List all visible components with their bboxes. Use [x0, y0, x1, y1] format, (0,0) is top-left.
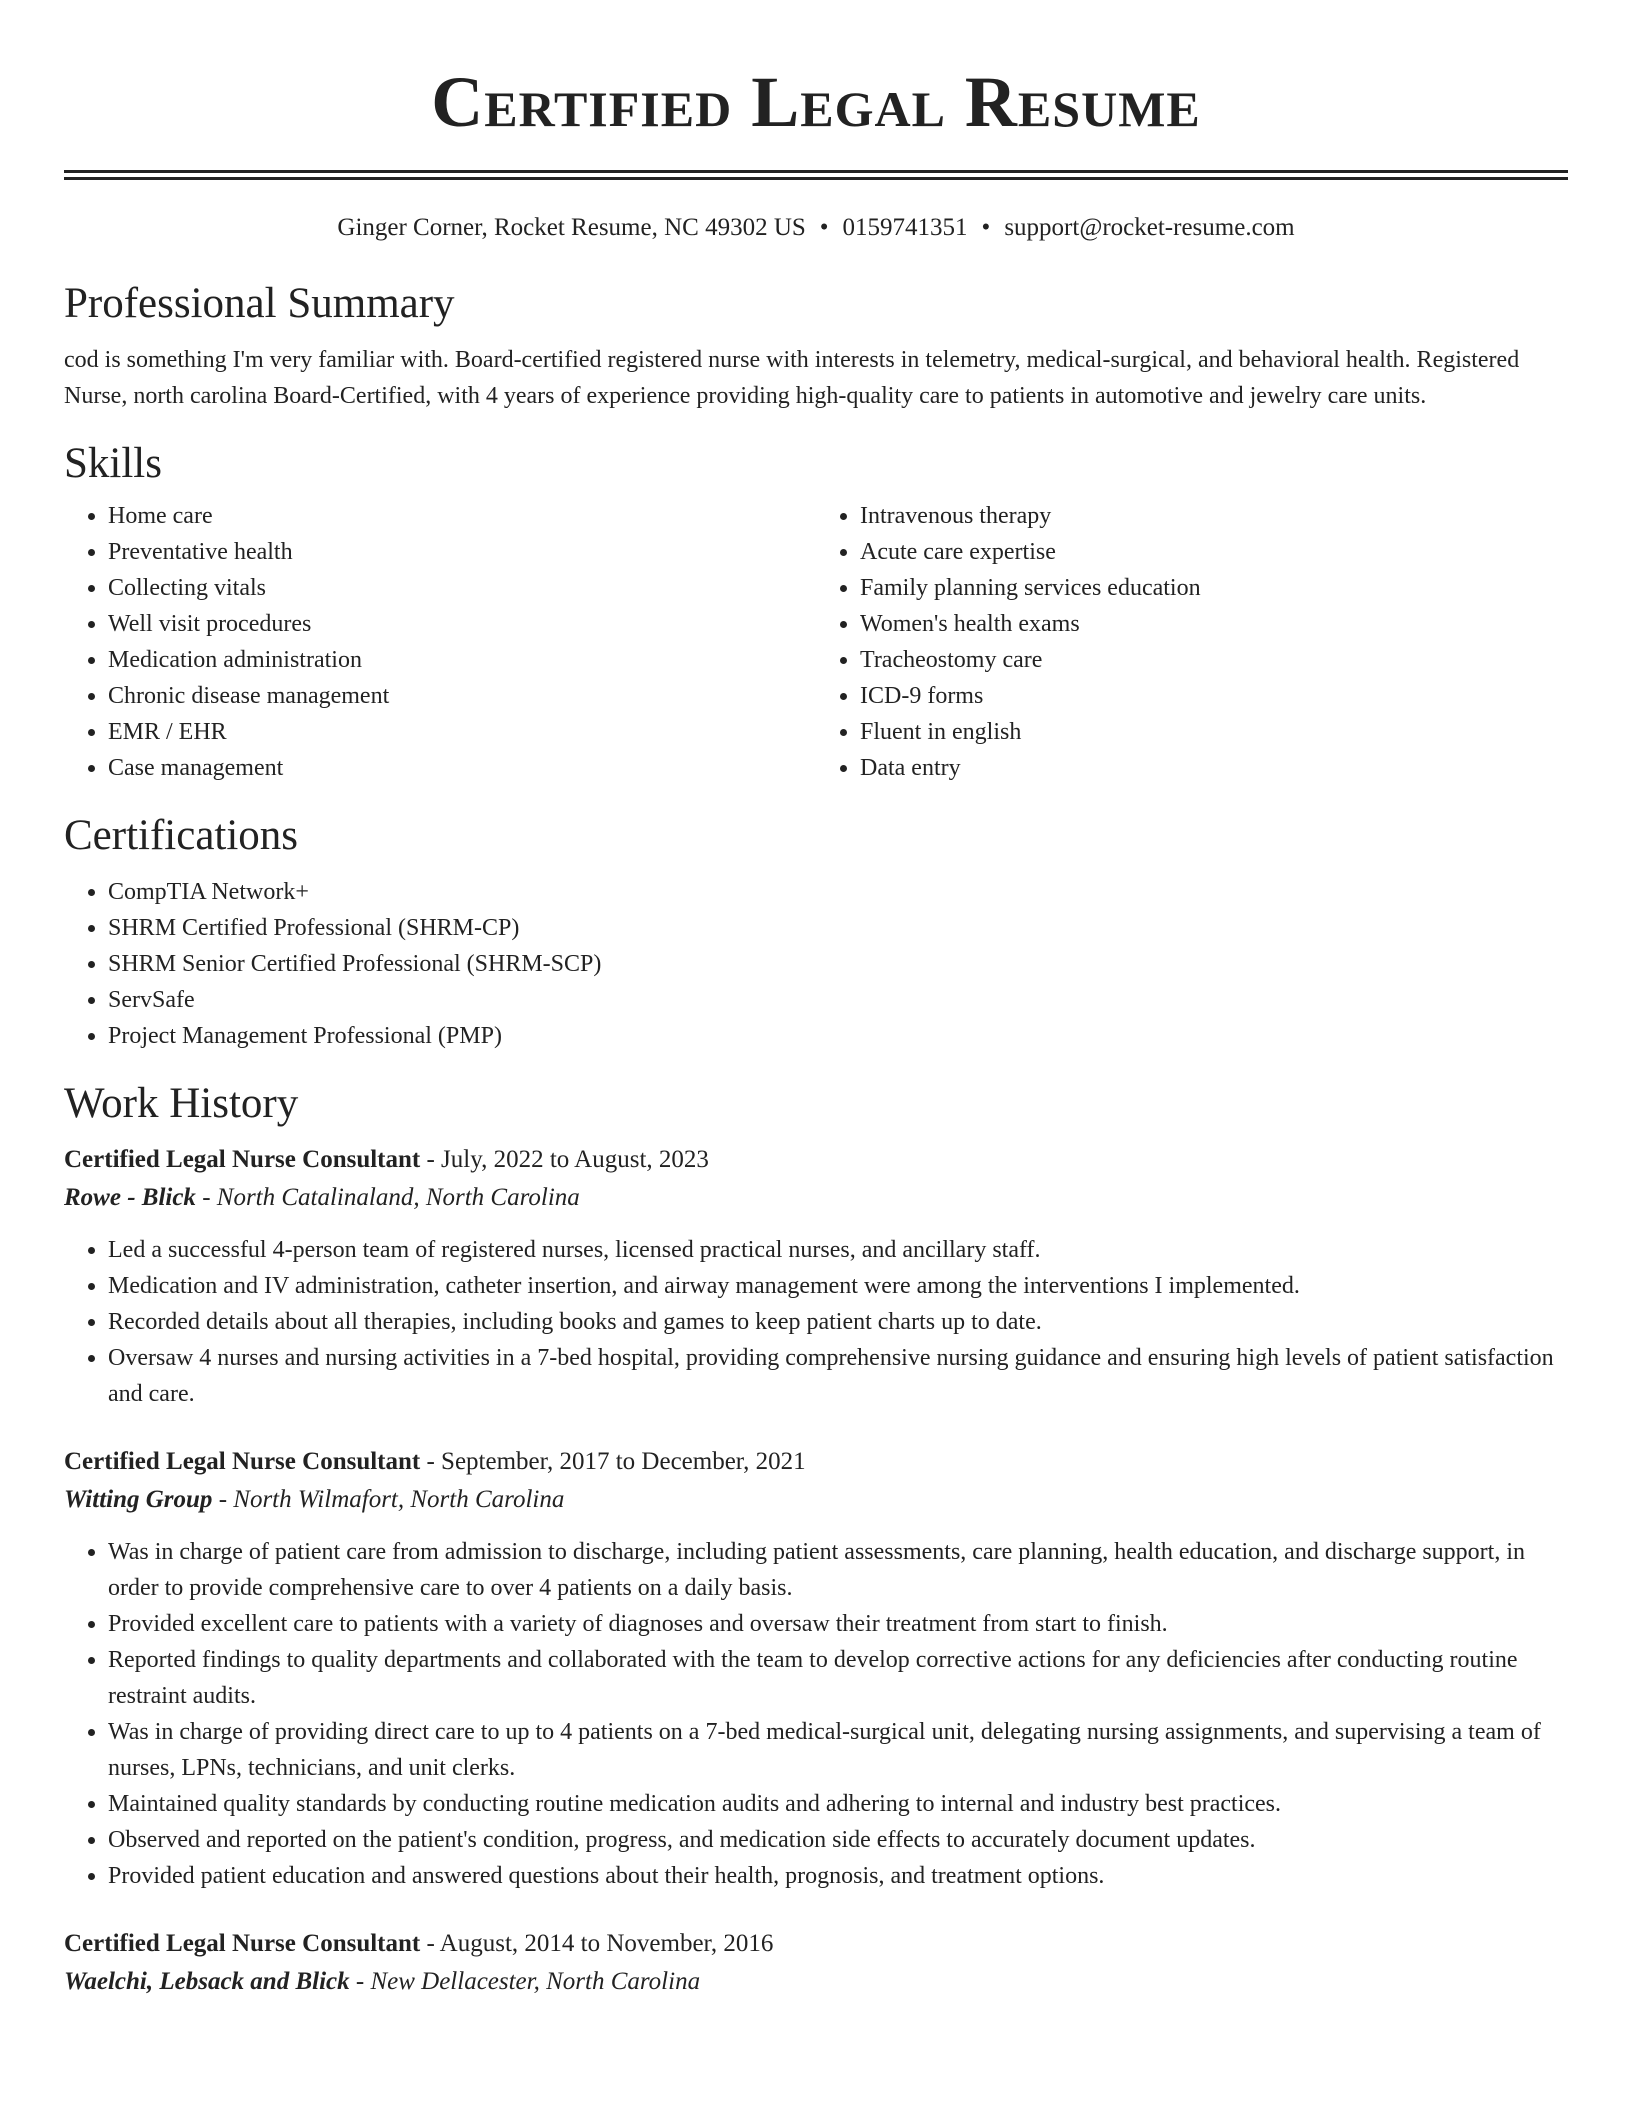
resume-title: Certified Legal Resume — [431, 62, 1201, 142]
job-bullet: • Was in charge of patient care from admission to discharge, including patient assessments, care planning, health education, and discharge support, in order to provide comprehensive care to over 4 patients on a daily basis. — [108, 1534, 1568, 1606]
contact-line — [64, 212, 1568, 244]
job-company-line — [64, 1178, 1568, 1218]
job-entry — [64, 1142, 1568, 1412]
job-bullet: • Recorded details about all therapies, including books and games to keep patient charts up to date. — [108, 1304, 1568, 1340]
skill-item: • Family planning services education — [860, 570, 1568, 606]
job-location: - New Dellacester, North Carolina — [349, 1968, 701, 1995]
job-entry — [64, 1926, 1568, 2002]
skill-item: • Medication administration — [108, 642, 816, 678]
job-title: Certified Legal Nurse Consultant — [64, 1448, 421, 1475]
contact-address: Ginger Corner, Rocket Resume, NC 49302 US — [337, 214, 806, 241]
certification-item: • CompTIA Network+ — [108, 874, 1568, 910]
contact-phone: 0159741351 — [842, 214, 968, 241]
contact-email: support@rocket-resume.com — [1004, 214, 1295, 241]
contact-separator: • — [819, 214, 829, 241]
skill-item: • Fluent in english — [860, 714, 1568, 750]
job-bullet: • Maintained quality standards by conducting routine medication audits and adhering to internal and industry best practices. — [108, 1786, 1568, 1822]
skill-item: • Women's health exams — [860, 606, 1568, 642]
summary-heading: Professional Summary — [64, 280, 455, 327]
skill-item: • Preventative health — [108, 534, 816, 570]
job-bullets — [64, 1534, 1568, 1894]
job-location: - North Catalinaland, North Carolina — [195, 1184, 580, 1211]
job-company: Witting Group — [64, 1486, 213, 1513]
certifications-heading: Certifications — [64, 812, 299, 859]
job-dates: - September, 2017 to December, 2021 — [420, 1448, 806, 1475]
skill-item: • Acute care expertise — [860, 534, 1568, 570]
certification-item: • SHRM Senior Certified Professional (SHRM-SCP) — [108, 946, 1568, 982]
job-bullets — [64, 1232, 1568, 1412]
certification-item: • SHRM Certified Professional (SHRM-CP) — [108, 910, 1568, 946]
summary-text: cod is something I'm very familiar with. Board-certified registered nurse with interests in telemetry, medical-surgical, and behavioral health. Registered Nurse, north carolina Board-Certified, with 4 years of experience providing high-quality care to patients in automotive and jewelry care units. — [64, 347, 1520, 409]
skill-item: • Well visit procedures — [108, 606, 816, 642]
skills-list-right — [816, 498, 1568, 786]
job-company: Rowe - Blick — [64, 1184, 196, 1211]
job-company-line — [64, 1480, 1568, 1520]
skill-item: • Chronic disease management — [108, 678, 816, 714]
job-bullet: • Observed and reported on the patient's condition, progress, and medication side effects to accurately document updates. — [108, 1822, 1568, 1858]
skill-item: • Collecting vitals — [108, 570, 816, 606]
job-title: Certified Legal Nurse Consultant — [64, 1930, 421, 1957]
job-bullet: • Provided excellent care to patients with a variety of diagnoses and oversaw their treatment from start to finish. — [108, 1606, 1568, 1642]
job-entry — [64, 1444, 1568, 1894]
job-bullet: • Provided patient education and answered questions about their health, prognosis, and treatment options. — [108, 1858, 1568, 1894]
job-dates: - August, 2014 to November, 2016 — [420, 1930, 774, 1957]
job-company-line — [64, 1962, 1568, 2002]
skill-item: • EMR / EHR — [108, 714, 816, 750]
skill-item: • ICD-9 forms — [860, 678, 1568, 714]
job-title: Certified Legal Nurse Consultant — [64, 1146, 421, 1173]
job-company: Waelchi, Lebsack and Blick — [64, 1968, 350, 1995]
work-history-heading: Work History — [64, 1080, 299, 1127]
job-bullet: • Medication and IV administration, catheter insertion, and airway management were among the interventions I implemented. — [108, 1268, 1568, 1304]
job-location: - North Wilmafort, North Carolina — [212, 1486, 565, 1513]
certification-item: • ServSafe — [108, 982, 1568, 1018]
job-bullet: • Was in charge of providing direct care to up to 4 patients on a 7-bed medical-surgical unit, delegating nursing assignments, and supervising a team of nurses, LPNs, technicians, and unit clerks. — [108, 1714, 1568, 1786]
skills-columns — [64, 498, 1568, 786]
skill-item: • Tracheostomy care — [860, 642, 1568, 678]
job-dates: - July, 2022 to August, 2023 — [420, 1146, 709, 1173]
job-title-line — [64, 1926, 1568, 1962]
skills-heading: Skills — [64, 440, 162, 487]
skill-item: • Intravenous therapy — [860, 498, 1568, 534]
title-divider — [64, 170, 1568, 180]
skill-item: • Data entry — [860, 750, 1568, 786]
skill-item: • Home care — [108, 498, 816, 534]
job-bullet: • Led a successful 4-person team of registered nurses, licensed practical nurses, and ancillary staff. — [108, 1232, 1568, 1268]
certifications-list — [64, 874, 1568, 1054]
job-bullet: • Reported findings to quality departments and collaborated with the team to develop corrective actions for any deficiencies after conducting routine restraint audits. — [108, 1642, 1568, 1714]
job-title-line — [64, 1444, 1568, 1480]
skills-list-left — [64, 498, 816, 786]
skill-item: • Case management — [108, 750, 816, 786]
job-bullet: • Oversaw 4 nurses and nursing activities in a 7-bed hospital, providing comprehensive nursing guidance and ensuring high levels of patient satisfaction and care. — [108, 1340, 1568, 1412]
resume-page — [64, 0, 1568, 2002]
contact-separator: • — [981, 214, 991, 241]
job-title-line — [64, 1142, 1568, 1178]
certification-item: • Project Management Professional (PMP) — [108, 1018, 1568, 1054]
